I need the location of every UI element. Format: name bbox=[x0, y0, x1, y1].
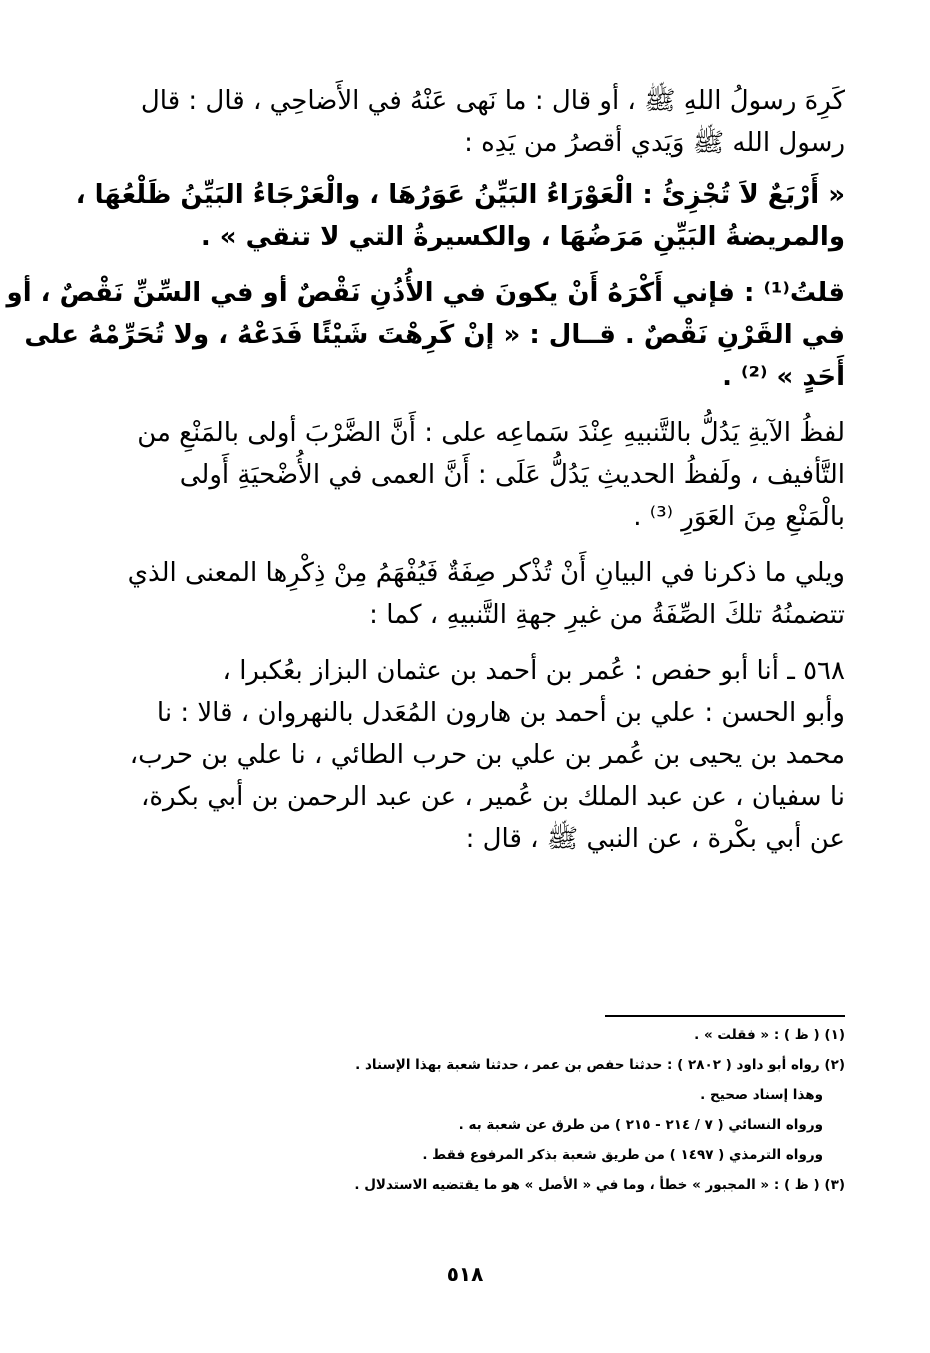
text-line: والمريضةُ البَيِّنِ مَرَضُهَا ، والكسيرةُ التي لا تنقي » . bbox=[200, 222, 845, 252]
text-line: رسول الله ﷺ وَيَدي أقصرُ من يَدِه : bbox=[464, 128, 845, 158]
paragraph-qultu bbox=[6, 272, 845, 398]
text-line: ويلي ما ذكرنا في البيانِ أَنْ تُذْكر صِفَةٌ فَيُفْهَمُ مِنْ ذِكْرِها المعنى الذي bbox=[127, 558, 845, 588]
footnote-2-continuation: وهذا إسناد صحيح . bbox=[700, 1087, 823, 1103]
footnote-2: (٢) رواه أبو داود ( ٢٨٠٢ ) : حدثنا حفص بن عمر ، حدثنا شعبة بهذا الإسناد . bbox=[355, 1057, 845, 1073]
text-line: بالْمَنْعِ مِنَ العَوَرِ ⁽³⁾ . bbox=[633, 502, 845, 532]
text-line: وأبو الحسن : علي بن أحمد بن هارون المُعَدل بالنهروان ، قالا : نا bbox=[156, 698, 845, 728]
footnote-2-continuation: ورواه الترمذي ( ١٤٩٧ ) من طريق شعبة بذكر المرفوع فقط . bbox=[422, 1147, 823, 1163]
text-line: تتضمنُهُ تلكَ الصِّفَةُ من غيرِ جهةِ التَّنبيهِ ، كما : bbox=[369, 600, 845, 630]
page-body bbox=[6, 80, 845, 860]
footnote-2-continuation: ورواه النسائي ( ٧ / ٢١٤ - ٢١٥ ) من طرق عن شعبة به . bbox=[458, 1117, 823, 1133]
paragraph-bayan bbox=[100, 552, 845, 636]
text-line: التَّأفيف ، ولَفظُ الحديثِ يَدُلُّ عَلَى : أَنَّ العمى في الأُضْحيَةِ أَولى bbox=[179, 460, 845, 490]
text-line: أَحَدٍ » ⁽²⁾ . bbox=[722, 362, 845, 392]
text-line: في القَرْنِ نَقْصٌ . قــال : « إنْ كَرِهْتَ شَيْئًا فَدَعْهُ ، ولا تُحَرِّمْهُ على bbox=[24, 320, 845, 350]
footnotes bbox=[100, 1020, 845, 1200]
footnote-1: (١) ( ظ ) : « فقلت » . bbox=[694, 1027, 845, 1043]
paragraph-tanbih bbox=[100, 412, 845, 538]
text-line: ٥٦٨ ـ أنا أبو حفص : عُمر بن أحمد بن عثمان البزاز بعُكبرا ، bbox=[222, 656, 845, 686]
text-line: عن أبي بكْرة ، عن النبي ﷺ ، قال : bbox=[465, 824, 845, 854]
text-line: نا سفيان ، عن عبد الملك بن عُمير ، عن عبد الرحمن بن أبي بكرة، bbox=[140, 782, 845, 812]
paragraph-isnad bbox=[100, 650, 845, 860]
page-number: ٥١٨ bbox=[446, 1262, 484, 1286]
text-line: قلتُ⁽¹⁾ : فإني أَكْرَهُ أَنْ يكونَ في الأُذُنِ نَقْصٌ أو في السِّنِّ نَقْصٌ ، أو bbox=[6, 278, 845, 308]
text-line: محمد بن يحيى بن عُمر بن علي بن حرب الطائي ، نا علي بن حرب، bbox=[129, 740, 845, 770]
text-line: كَرِهَ رسولُ اللهِ ﷺ ، أو قال : ما نَهى عَنْهُ في الأَضاحِي ، قال : قال bbox=[140, 86, 845, 116]
paragraph-hadith-quote bbox=[75, 174, 845, 258]
footnote-3: (٣) ( ظ ) : « المجبور » خطأ ، وما في « الأصل » هو ما يقتضيه الاستدلال . bbox=[354, 1177, 845, 1193]
text-line: « أَرْبَعٌ لاَ تُجْزِئُ : الْعَوْرَاءُ البَيِّنُ عَوَرُهَا ، والْعَرْجَاءُ البَيِّنُ ظَلْعُهَا ، bbox=[75, 180, 845, 210]
footnote-divider bbox=[605, 1015, 845, 1017]
paragraph-intro bbox=[100, 80, 845, 164]
text-line: لفظُ الآيةِ يَدُلُّ بالتَّنبيهِ عِنْدَ سَماعِه على : أَنَّ الضَّرْبَ أولى بالمَنْعِ من bbox=[137, 418, 845, 448]
